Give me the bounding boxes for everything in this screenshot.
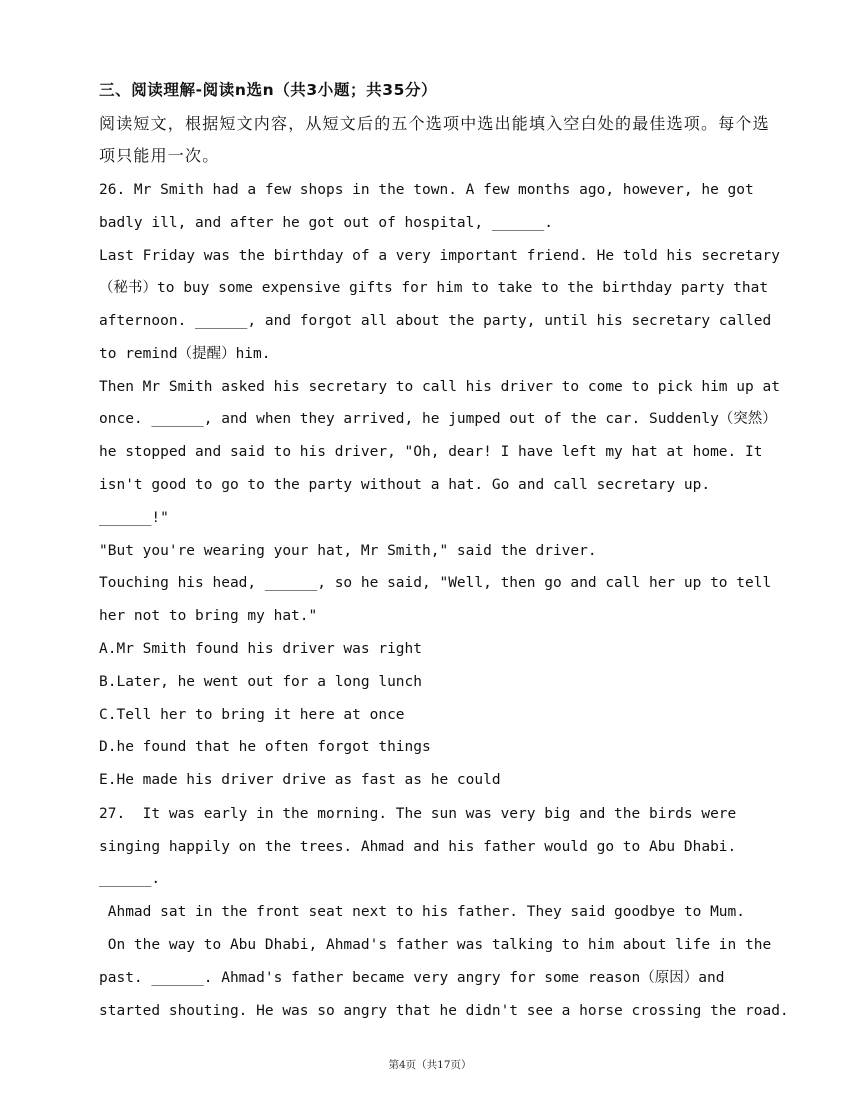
q27-text-line: On the way to Abu Dhabi, Ahmad's father was talking to him about life in the (99, 937, 772, 953)
q26-text-line: 26. Mr Smith had a few shops in the town. A few months ago, however, he got (99, 182, 754, 198)
q27-text-line: 27. It was early in the morning. The sun was very big and the birds were (99, 806, 737, 822)
q26-text-line: Last Friday was the birthday of a very important friend. He told his secretary (99, 248, 780, 264)
q27-text-line: ______. (99, 871, 161, 887)
q27-text-line: past. ______. Ahmad's father became very angry for some reason（原因）and (99, 970, 725, 986)
q26-text-line: afternoon. ______, and forgot all about the party, until his secretary called (99, 313, 772, 329)
q27-text-line: started shouting. He was so angry that he didn't see a horse crossing the road. (99, 1003, 789, 1019)
q26-text-line: once. ______, and when they arrived, he jumped out of the car. Suddenly（突然） (99, 411, 777, 427)
q26-text-line: isn't good to go to the party without a hat. Go and call secretary up. (99, 477, 711, 493)
q26-text-line: he stopped and said to his driver, "Oh, dear! I have left my hat at home. It (99, 444, 763, 460)
q27-text-line: Ahmad sat in the front seat next to his father. They said goodbye to Mum. (99, 904, 746, 920)
q26-text-line: ______!" (99, 510, 169, 526)
q26-text-line: her not to bring my hat." (99, 608, 318, 624)
q27-text-line: singing happily on the trees. Ahmad and his father would go to Abu Dhabi. (99, 839, 737, 855)
q26-option-e: E.He made his driver drive as fast as he could (99, 772, 501, 788)
q26-text-line: badly ill, and after he got out of hospital, ______. (99, 215, 553, 231)
section-heading: 三、阅读理解-阅读n选n（共3小题；共35分） (99, 81, 438, 99)
page-footer: 第4页（共17页） (388, 1059, 472, 1071)
q26-option-c: C.Tell her to bring it here at once (99, 707, 405, 723)
q26-text-line: Touching his head, ______, so he said, "Well, then go and call her up to tell (99, 575, 772, 591)
q26-option-d: D.he found that he often forgot things (99, 739, 431, 755)
q26-option-a: A.Mr Smith found his driver was right (99, 641, 423, 657)
q26-text-line: to remind（提醒）him. (99, 346, 271, 362)
instruction-line: 阅读短文，根据短文内容，从短文后的五个选项中选出能填入空白处的最佳选项。每个选 (99, 114, 770, 133)
instruction-line: 项只能用一次。 (99, 146, 220, 165)
q26-text-line: Then Mr Smith asked his secretary to call his driver to come to pick him up at (99, 379, 780, 395)
q26-text-line: （秘书）to buy some expensive gifts for him to take to the birthday party that (99, 280, 769, 296)
q26-text-line: "But you're wearing your hat, Mr Smith," said the driver. (99, 543, 597, 559)
q26-option-b: B.Later, he went out for a long lunch (99, 674, 423, 690)
